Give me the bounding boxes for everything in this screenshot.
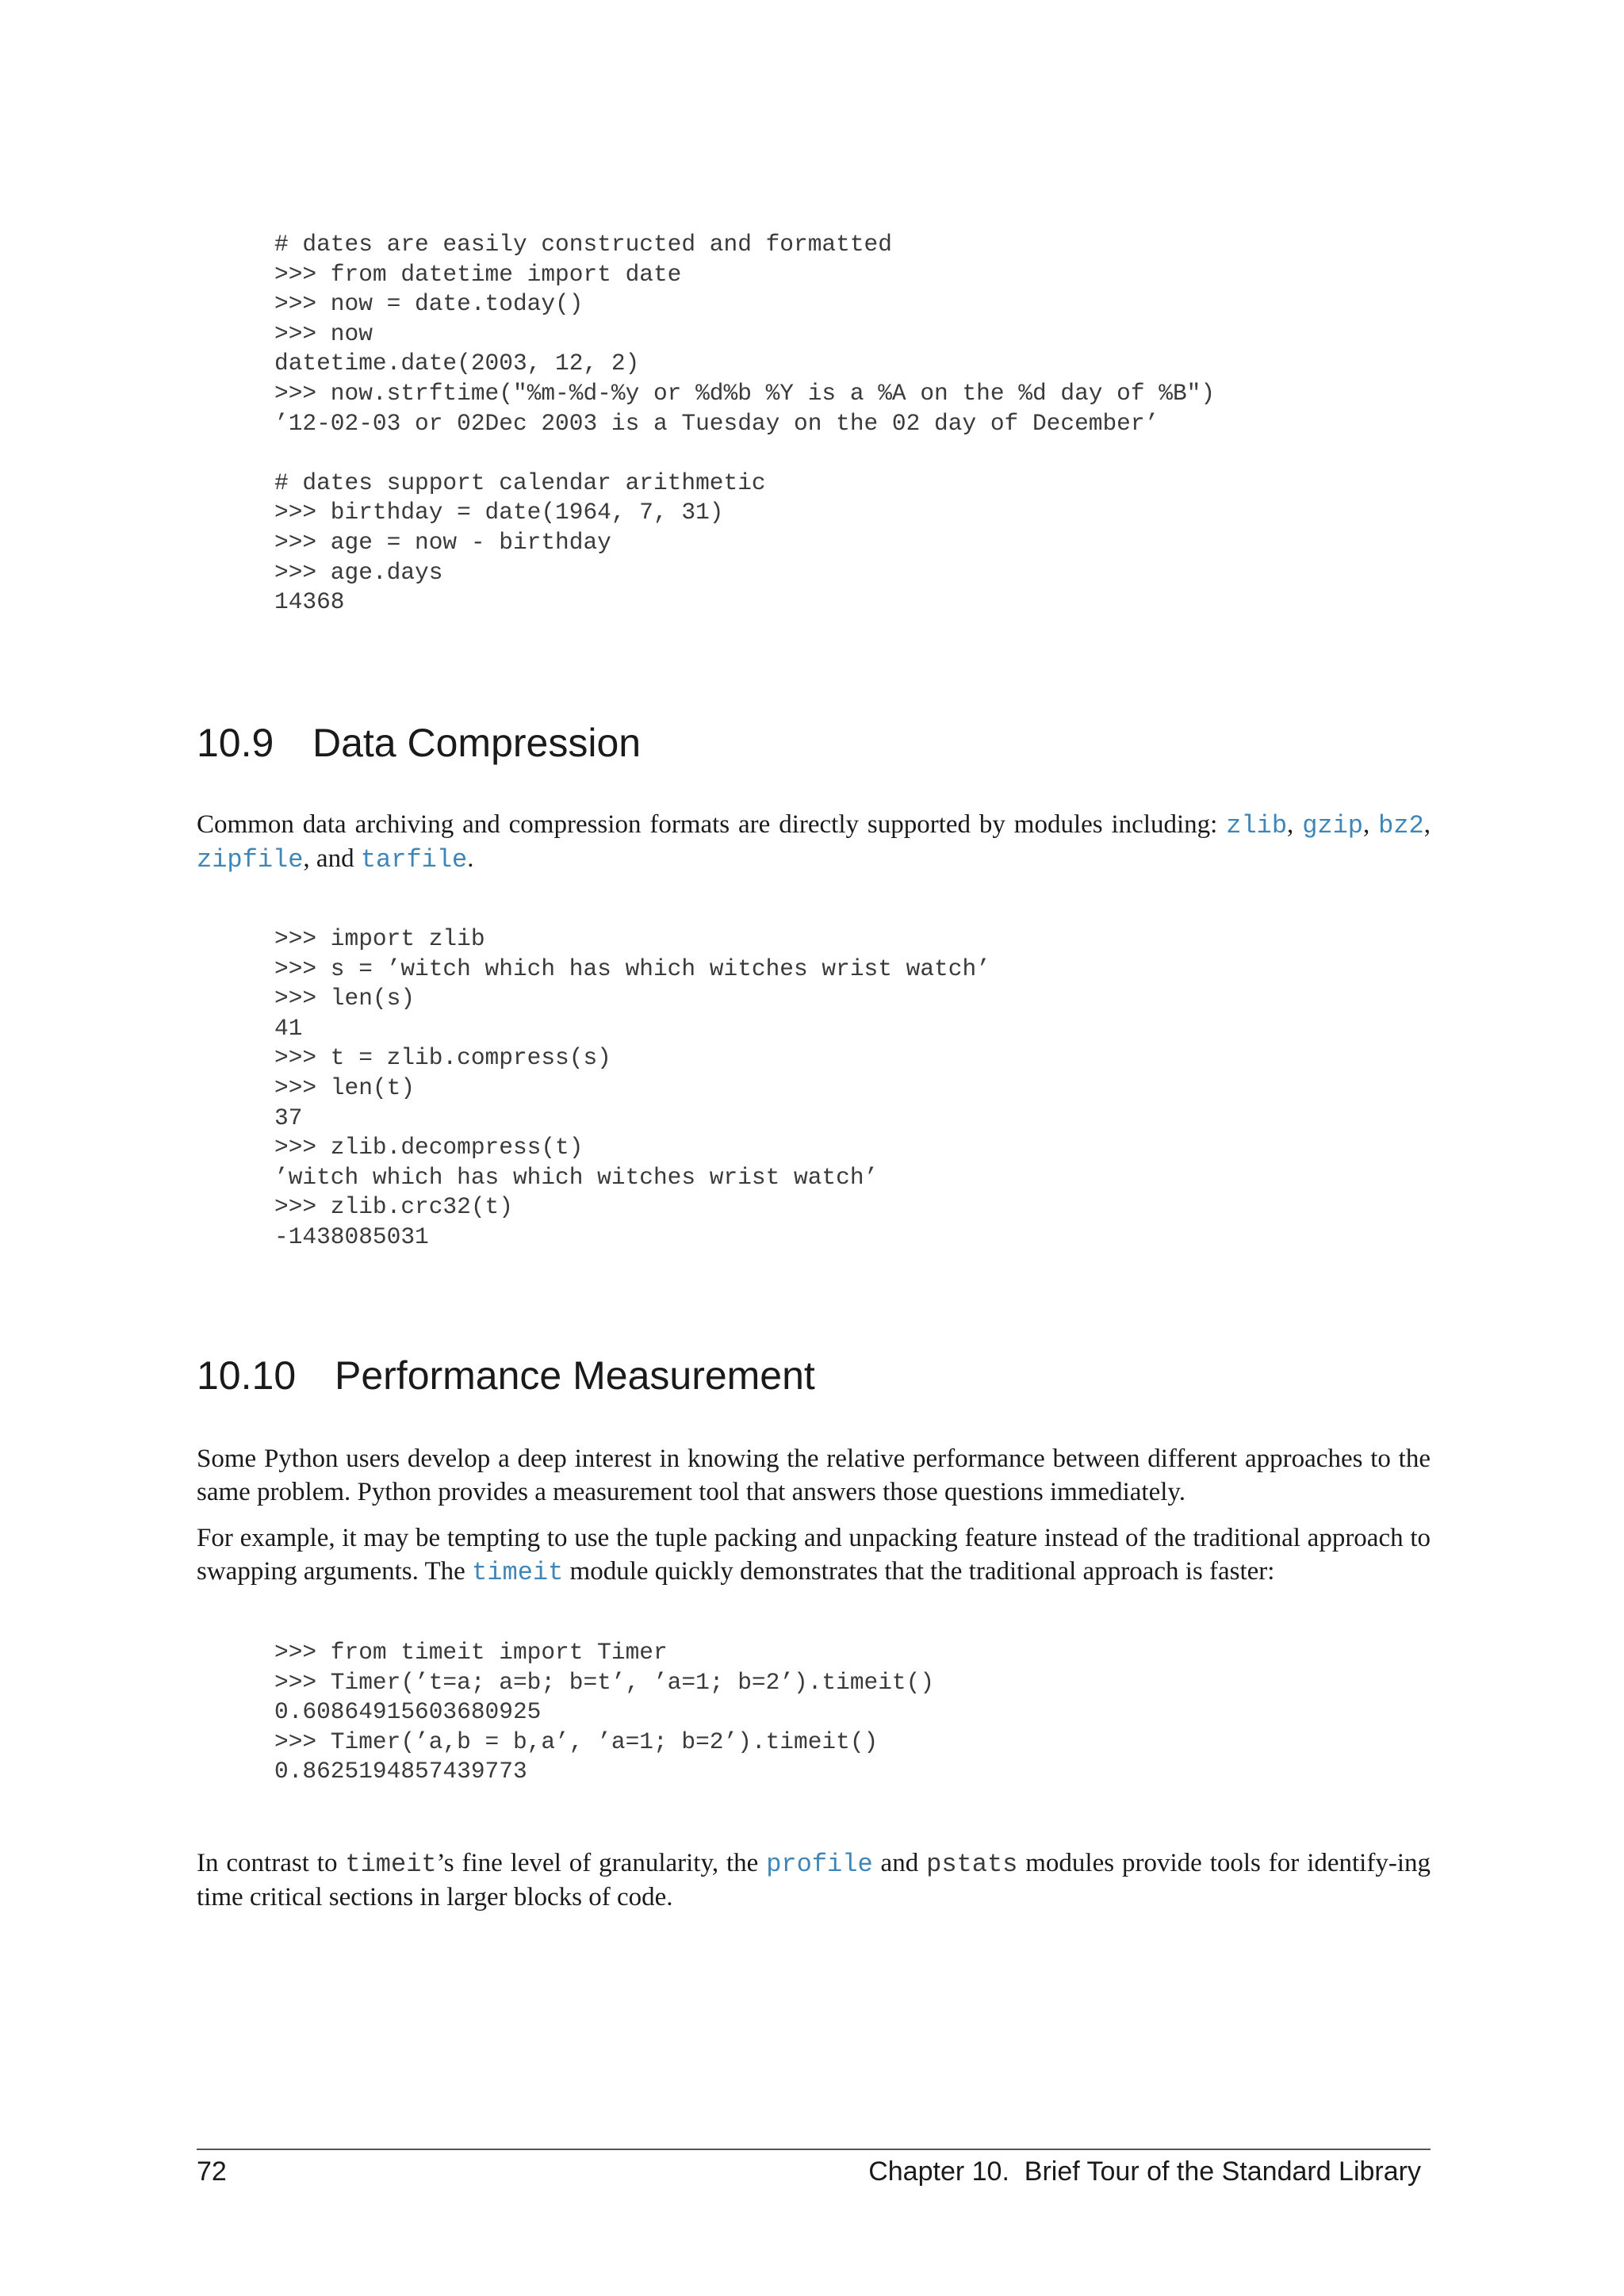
code-line: ’12-02-03 or 02Dec 2003 is a Tuesday on the 02 day of December’ xyxy=(274,409,1159,437)
paragraph-text: modules provide tools for identify-ing time critical sections in larger blocks of code. xyxy=(197,1849,1431,1911)
code-line: >>> now = date.today() xyxy=(274,290,584,318)
section-title: Performance Measurement xyxy=(335,1353,815,1398)
code-block-datetime xyxy=(274,230,1215,618)
separator-text: , and xyxy=(303,844,361,873)
link-zipfile[interactable]: zipfile xyxy=(197,844,304,874)
paragraph-text: In contrast to xyxy=(197,1849,346,1877)
paragraph-text: For example, it may be tempting to use the tuple packing and unpacking feature instead of the traditional approach to swapping arguments. The xyxy=(197,1524,1431,1586)
code-line: >>> birthday = date(1964, 7, 31) xyxy=(274,499,724,526)
code-line: 0.60864915603680925 xyxy=(274,1698,542,1726)
code-line: >>> age.days xyxy=(274,558,443,586)
code-line: >>> len(t) xyxy=(274,1073,416,1101)
code-line: # dates support calendar arithmetic xyxy=(274,469,766,496)
code-line: datetime.date(2003, 12, 2) xyxy=(274,350,640,377)
paragraph-profile-pstats xyxy=(197,1847,1431,1914)
code-line: >>> import zlib xyxy=(274,925,485,952)
paragraph-text: Common data archiving and compression formats are directly supported by modules including: xyxy=(197,810,1227,839)
code-line: >>> from datetime import date xyxy=(274,260,682,288)
code-line: 37 xyxy=(274,1104,303,1131)
separator-text: , xyxy=(1363,810,1379,839)
code-line: >>> age = now - birthday xyxy=(274,528,611,556)
separator-text: , xyxy=(1287,810,1303,839)
section-number: 10.10 xyxy=(197,1353,297,1398)
section-title: Data Compression xyxy=(312,721,642,765)
separator-text: , xyxy=(1423,810,1431,839)
code-line: >>> Timer(’a,b = b,a’, ’a=1; b=2’).timeit() xyxy=(274,1728,879,1755)
code-line: >>> len(s) xyxy=(274,985,416,1012)
code-line: >>> t = zlib.compress(s) xyxy=(274,1044,611,1072)
code-line: >>> Timer(’t=a; a=b; b=t’, ’a=1; b=2’).timeit() xyxy=(274,1668,935,1696)
section-heading-performance-measurement xyxy=(197,1353,815,1399)
code-line: ’witch which has which witches wrist watch’ xyxy=(274,1163,879,1191)
code-line: # dates are easily constructed and formatted xyxy=(274,231,892,258)
paragraph-text: module quickly demonstrates that the traditional approach is faster: xyxy=(563,1556,1275,1586)
section-heading-data-compression xyxy=(197,720,641,766)
inline-code-pstats: pstats xyxy=(926,1850,1018,1879)
code-line: >>> now.strftime("%m-%d-%y or %d%b %Y is a %A on the %d day of %B") xyxy=(274,379,1216,407)
link-tarfile[interactable]: tarfile xyxy=(360,844,468,874)
code-line: >>> zlib.decompress(t) xyxy=(274,1134,584,1161)
code-line: 14368 xyxy=(274,588,345,616)
code-line: 41 xyxy=(274,1014,303,1042)
paragraph-text: and xyxy=(872,1849,927,1877)
code-block-zlib xyxy=(274,924,990,1253)
code-line: >>> s = ’witch which has which witches wrist watch’ xyxy=(274,955,990,982)
paragraph-performance-intro: Some Python users develop a deep interest in knowing the relative performance between different approaches to the same problem. Python provides a measurement tool that answers those questions immediately. xyxy=(197,1445,1431,1506)
paragraph-compression-intro xyxy=(197,809,1431,876)
code-line: -1438085031 xyxy=(274,1223,429,1250)
link-profile[interactable]: profile xyxy=(766,1850,873,1879)
link-timeit[interactable]: timeit xyxy=(472,1557,564,1587)
code-block-timeit xyxy=(274,1638,934,1787)
code-line: >>> from timeit import Timer xyxy=(274,1639,668,1666)
link-zlib[interactable]: zlib xyxy=(1226,811,1288,840)
code-line xyxy=(274,438,1215,469)
code-line: >>> zlib.crc32(t) xyxy=(274,1193,513,1221)
separator-text: . xyxy=(467,844,474,873)
link-gzip[interactable]: gzip xyxy=(1302,811,1363,840)
paragraph-text: ’s fine level of granularity, the xyxy=(436,1849,767,1877)
paragraph-tuple-swap xyxy=(197,1522,1431,1589)
code-line: >>> now xyxy=(274,320,373,347)
chapter-title: Chapter 10. Brief Tour of the Standard Library xyxy=(868,2156,1421,2187)
page-number: 72 xyxy=(197,2156,227,2187)
link-bz2[interactable]: bz2 xyxy=(1378,811,1424,840)
inline-code-timeit: timeit xyxy=(345,1850,437,1879)
section-number: 10.9 xyxy=(197,721,274,765)
footer-divider xyxy=(197,2149,1431,2150)
code-line: 0.8625194857439773 xyxy=(274,1758,527,1785)
